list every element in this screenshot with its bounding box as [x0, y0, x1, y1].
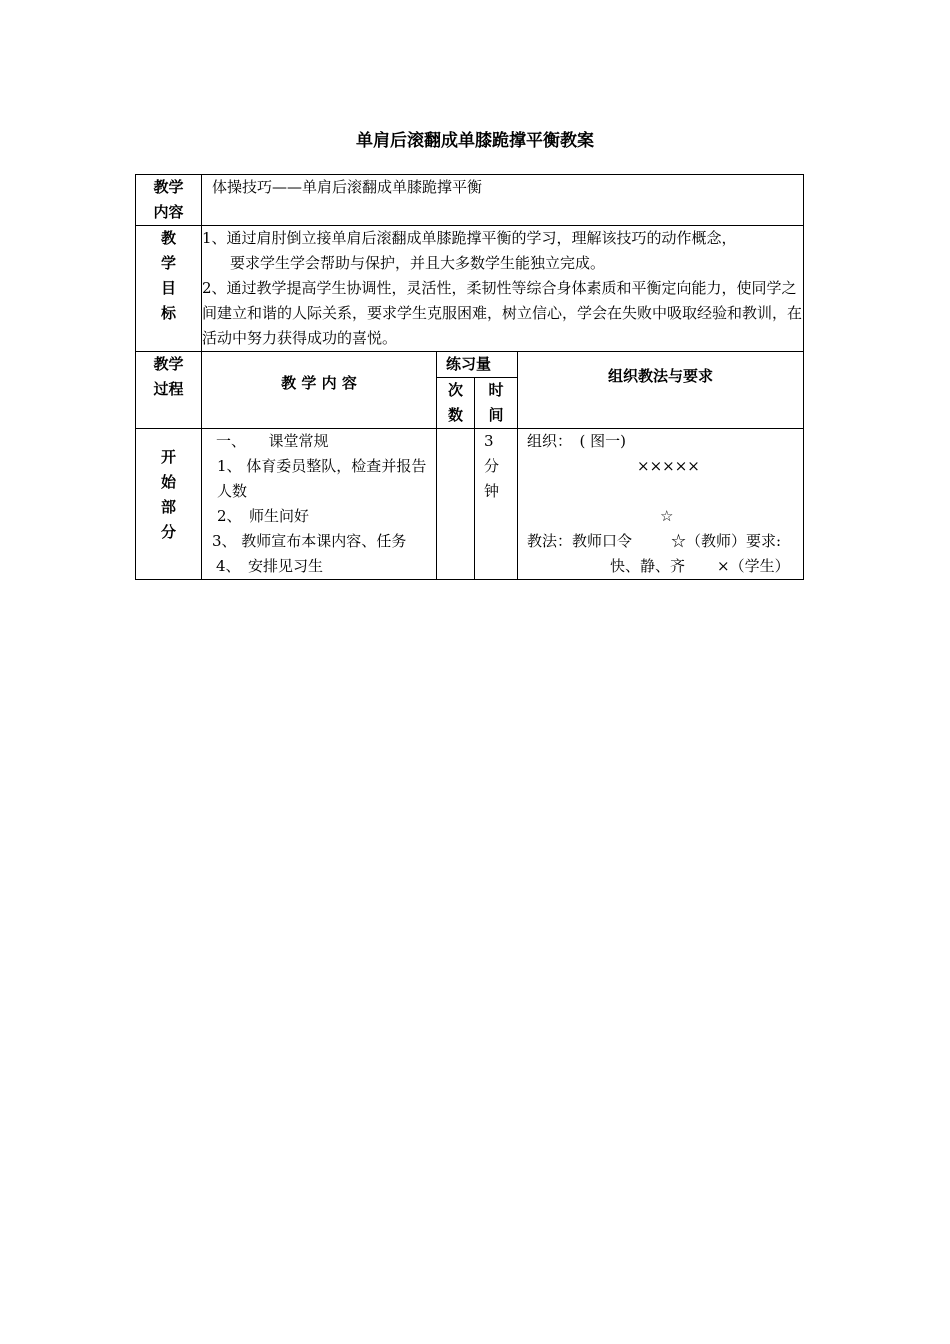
start-label-char: 分: [160, 523, 176, 541]
formation-students: ×××××: [637, 457, 700, 475]
org-spacer: [527, 479, 803, 504]
goal-text-cell: [202, 226, 804, 352]
goal-label-char: 教: [160, 229, 176, 247]
org-requirement-line: [527, 554, 803, 579]
start-label-char: 部: [160, 498, 176, 516]
org-label: 组织： ( 图一): [527, 432, 626, 450]
formation-teacher-star: ☆: [660, 507, 674, 525]
goal-row: [136, 226, 804, 352]
start-time-char: 钟: [484, 482, 500, 500]
start-label-cell: [136, 429, 202, 580]
method-text: 教法：教师口令: [527, 532, 633, 550]
page-title: 单肩后滚翻成单膝跪撑平衡教案: [356, 131, 594, 151]
content-label-line2: 内容: [153, 203, 184, 221]
goal-label-char: 标: [160, 304, 176, 322]
goal-paragraph-1-line-1: 1、通过肩肘倒立接单肩后滚翻成单膝跪撑平衡的学习，理解该技巧的动作概念，: [202, 229, 737, 247]
goal-label-char: 学: [160, 254, 176, 272]
content-label-line1: 教学: [153, 178, 184, 196]
content-text: 体操技巧——单肩后滚翻成单膝跪撑平衡: [202, 175, 804, 226]
content-label-cell: [136, 175, 202, 226]
org-method-line: [527, 529, 803, 554]
goal-paragraph-2: 2、通过教学提高学生协调性，灵活性，柔韧性等综合身体素质和平衡定向能力，使同学之间建立和谐的人际关系，要求学生克服困难，树立信心，学会在失败中吸取经验和教训，在活动中努力获得成功的喜悦。: [202, 279, 803, 347]
process-header-row-1: [136, 352, 804, 378]
count-header-char: 数: [447, 406, 463, 424]
start-org-cell: [518, 429, 804, 580]
start-item-2: 2、 师生问好: [217, 507, 310, 525]
start-content-cell: [202, 429, 437, 580]
goal-label-char: 目: [160, 279, 176, 297]
count-header-char: 次: [447, 381, 463, 399]
start-time-cell: [475, 429, 518, 580]
start-item-1: 1、 体育委员整队，检查并报告人数: [217, 457, 427, 500]
start-label-char: 开: [160, 448, 176, 466]
requirements-text: 快、静、齐: [610, 557, 686, 575]
org-header: 组织教法与要求: [518, 352, 804, 429]
lesson-plan-table: [135, 174, 804, 580]
content-row: [136, 175, 804, 226]
process-label-cell: [136, 352, 202, 429]
start-item-4: 4、 安排见习生: [216, 557, 324, 575]
process-label-line1: 教学: [153, 355, 184, 373]
legend-teacher: ☆（教师）要求:: [671, 532, 782, 550]
start-item-0: 一、 课堂常规: [216, 432, 329, 450]
count-header: [437, 378, 475, 429]
start-count-cell: [437, 429, 475, 580]
time-header: [475, 378, 518, 429]
goal-paragraph-1-line-2: 要求学生学会帮助与保护，并且大多数学生能独立完成。: [230, 254, 606, 272]
start-label-char: 始: [160, 473, 176, 491]
process-label-line2: 过程: [153, 380, 184, 398]
goal-label-cell: [136, 226, 202, 352]
practice-header: 练习量: [437, 352, 518, 378]
start-time-char: 3: [484, 432, 494, 450]
time-header-char: 时: [488, 381, 504, 399]
time-header-char: 间: [488, 406, 504, 424]
start-item-3: 3、 教师宣布本课内容、任务: [212, 532, 407, 550]
legend-student: ×（学生）: [717, 557, 790, 575]
content-header: 教 学 内 容: [202, 352, 437, 429]
start-time-char: 分: [484, 457, 500, 475]
start-section-row: [136, 429, 804, 580]
